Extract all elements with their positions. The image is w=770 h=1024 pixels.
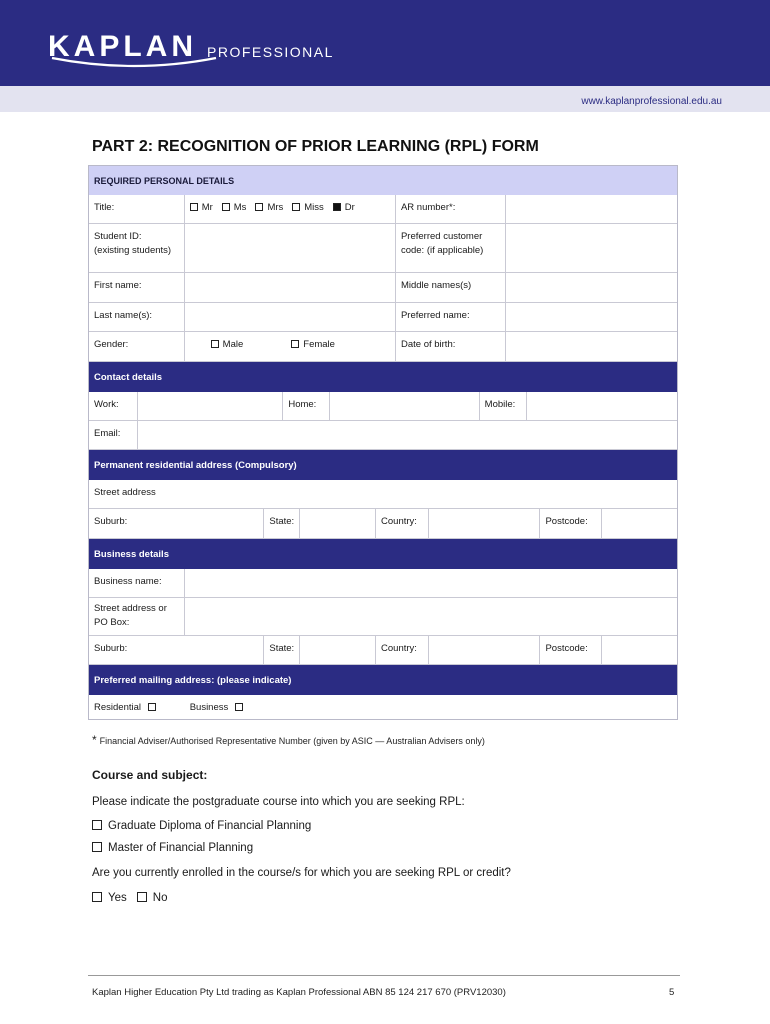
header-band	[0, 0, 770, 86]
website-url[interactable]: www.kaplanprofessional.edu.au	[581, 96, 722, 107]
checkbox-icon	[148, 703, 156, 711]
row-mailing	[89, 695, 677, 719]
rpl-form	[88, 165, 678, 720]
dob-field[interactable]	[506, 332, 677, 361]
section-residential-heading: Permanent residential address (Compulsory)	[89, 450, 677, 480]
checkbox-icon	[92, 842, 102, 852]
email-label: Email:	[89, 421, 138, 449]
last-name-label: Last name(s):	[89, 303, 185, 331]
bus-country-field[interactable]	[429, 636, 541, 664]
bus-state-label: State:	[264, 636, 300, 664]
title-option-mr[interactable]: Mr	[190, 202, 213, 213]
row-email	[89, 421, 677, 450]
dob-label: Date of birth:	[396, 332, 506, 361]
bus-name-label: Business name:	[89, 569, 185, 597]
bus-country-label: Country:	[376, 636, 429, 664]
enrolled-option-no[interactable]: No	[137, 892, 168, 904]
title-option-dr[interactable]: Dr	[333, 202, 355, 213]
checkbox-icon	[292, 203, 300, 211]
gender-option-female[interactable]: Female	[291, 339, 335, 350]
section-mailing-heading: Preferred mailing address: (please indicate)	[89, 665, 677, 695]
last-name-field[interactable]	[185, 303, 396, 331]
pref-code-field[interactable]	[506, 224, 677, 272]
home-phone-field[interactable]	[330, 392, 479, 420]
enrolled-options	[92, 892, 167, 904]
checkbox-icon	[92, 820, 102, 830]
section-contact-heading: Contact details	[89, 362, 677, 392]
res-suburb-field[interactable]: Suburb:	[89, 509, 264, 538]
row-first-name	[89, 273, 677, 303]
bus-street-label: Street address or PO Box:	[89, 598, 185, 635]
section-business-heading: Business details	[89, 539, 677, 569]
mailing-option-business[interactable]: Business	[185, 695, 677, 719]
first-name-field[interactable]	[185, 273, 396, 302]
middle-names-label: Middle names(s)	[396, 273, 506, 302]
section-personal-heading: REQUIRED PERSONAL DETAILS	[89, 166, 677, 195]
checkbox-checked-icon	[333, 203, 341, 211]
home-label: Home:	[283, 392, 330, 420]
res-country-field[interactable]	[429, 509, 541, 538]
logo-sub: PROFESSIONAL	[207, 44, 334, 60]
student-id-label: Student ID: (existing students)	[89, 224, 185, 272]
row-phones	[89, 392, 677, 421]
mobile-phone-field[interactable]	[527, 392, 677, 420]
mobile-label: Mobile:	[480, 392, 527, 420]
footnote-text: Financial Adviser/Authorised Representative Number (given by ASIC — Australian Advisers only)	[99, 736, 485, 746]
mailing-option-residential[interactable]: Residential	[89, 695, 185, 719]
checkbox-icon	[222, 203, 230, 211]
kaplan-logo	[48, 30, 334, 64]
bus-street-field[interactable]	[185, 598, 677, 635]
course-option-graddip[interactable]: Graduate Diploma of Financial Planning	[92, 820, 311, 832]
bus-postcode-label: Postcode:	[540, 636, 602, 664]
footnote-star: *	[92, 733, 97, 747]
res-street-field[interactable]: Street address	[94, 487, 156, 498]
title-option-miss[interactable]: Miss	[292, 202, 324, 213]
footnote	[92, 733, 485, 747]
row-bus-street	[89, 598, 677, 636]
checkbox-icon	[291, 340, 299, 348]
preferred-name-field[interactable]	[506, 303, 677, 331]
checkbox-icon	[190, 203, 198, 211]
res-state-field[interactable]	[300, 509, 376, 538]
student-id-field[interactable]	[185, 224, 396, 272]
preferred-name-label: Preferred name:	[396, 303, 506, 331]
res-country-label: Country:	[376, 509, 429, 538]
bus-state-field[interactable]	[300, 636, 376, 664]
res-postcode-field[interactable]	[602, 509, 677, 538]
bus-postcode-field[interactable]	[602, 636, 677, 664]
middle-names-field[interactable]	[506, 273, 677, 302]
checkbox-icon	[235, 703, 243, 711]
title-label: Title:	[89, 195, 185, 223]
bus-suburb-field[interactable]: Suburb:	[89, 636, 264, 664]
row-bus-suburb	[89, 636, 677, 665]
footer-divider	[88, 975, 680, 976]
res-postcode-label: Postcode:	[540, 509, 602, 538]
work-phone-field[interactable]	[138, 392, 283, 420]
logo-brand: KAPLAN	[48, 30, 197, 63]
gender-label: Gender:	[89, 332, 185, 361]
checkbox-icon	[92, 892, 102, 902]
row-res-suburb	[89, 509, 677, 539]
page-number: 5	[669, 987, 675, 998]
footer-text: Kaplan Higher Education Pty Ltd trading as Kaplan Professional ABN 85 124 217 670 (PRV12030)	[92, 987, 506, 998]
work-label: Work:	[89, 392, 138, 420]
ar-number-label: AR number*:	[396, 195, 506, 223]
pref-code-label: Preferred customer code: (if applicable)	[396, 224, 506, 272]
title-option-mrs[interactable]: Mrs	[255, 202, 283, 213]
course-question: Please indicate the postgraduate course into which you are seeking RPL:	[92, 796, 465, 808]
bus-name-field[interactable]	[185, 569, 677, 597]
title-option-ms[interactable]: Ms	[222, 202, 247, 213]
row-last-name	[89, 303, 677, 332]
row-bus-name	[89, 569, 677, 598]
res-state-label: State:	[264, 509, 300, 538]
email-field[interactable]	[138, 421, 677, 449]
row-gender	[89, 332, 677, 362]
ar-number-field[interactable]	[506, 195, 677, 223]
course-heading: Course and subject:	[92, 768, 208, 782]
gender-option-male[interactable]: Male	[211, 339, 244, 350]
row-title	[89, 195, 677, 224]
checkbox-icon	[255, 203, 263, 211]
url-band	[0, 86, 770, 112]
row-student-id	[89, 224, 677, 273]
course-option-master[interactable]: Master of Financial Planning	[92, 842, 253, 854]
first-name-label: First name:	[89, 273, 185, 302]
enrolled-question: Are you currently enrolled in the course/s for which you are seeking RPL or credit?	[92, 867, 511, 879]
row-res-street	[89, 480, 677, 509]
enrolled-option-yes[interactable]: Yes	[92, 892, 127, 904]
page-title: PART 2: RECOGNITION OF PRIOR LEARNING (RPL) FORM	[92, 138, 539, 155]
title-options	[185, 195, 396, 223]
checkbox-icon	[211, 340, 219, 348]
checkbox-icon	[137, 892, 147, 902]
logo-swoosh-icon	[50, 56, 218, 70]
gender-options	[185, 332, 396, 361]
